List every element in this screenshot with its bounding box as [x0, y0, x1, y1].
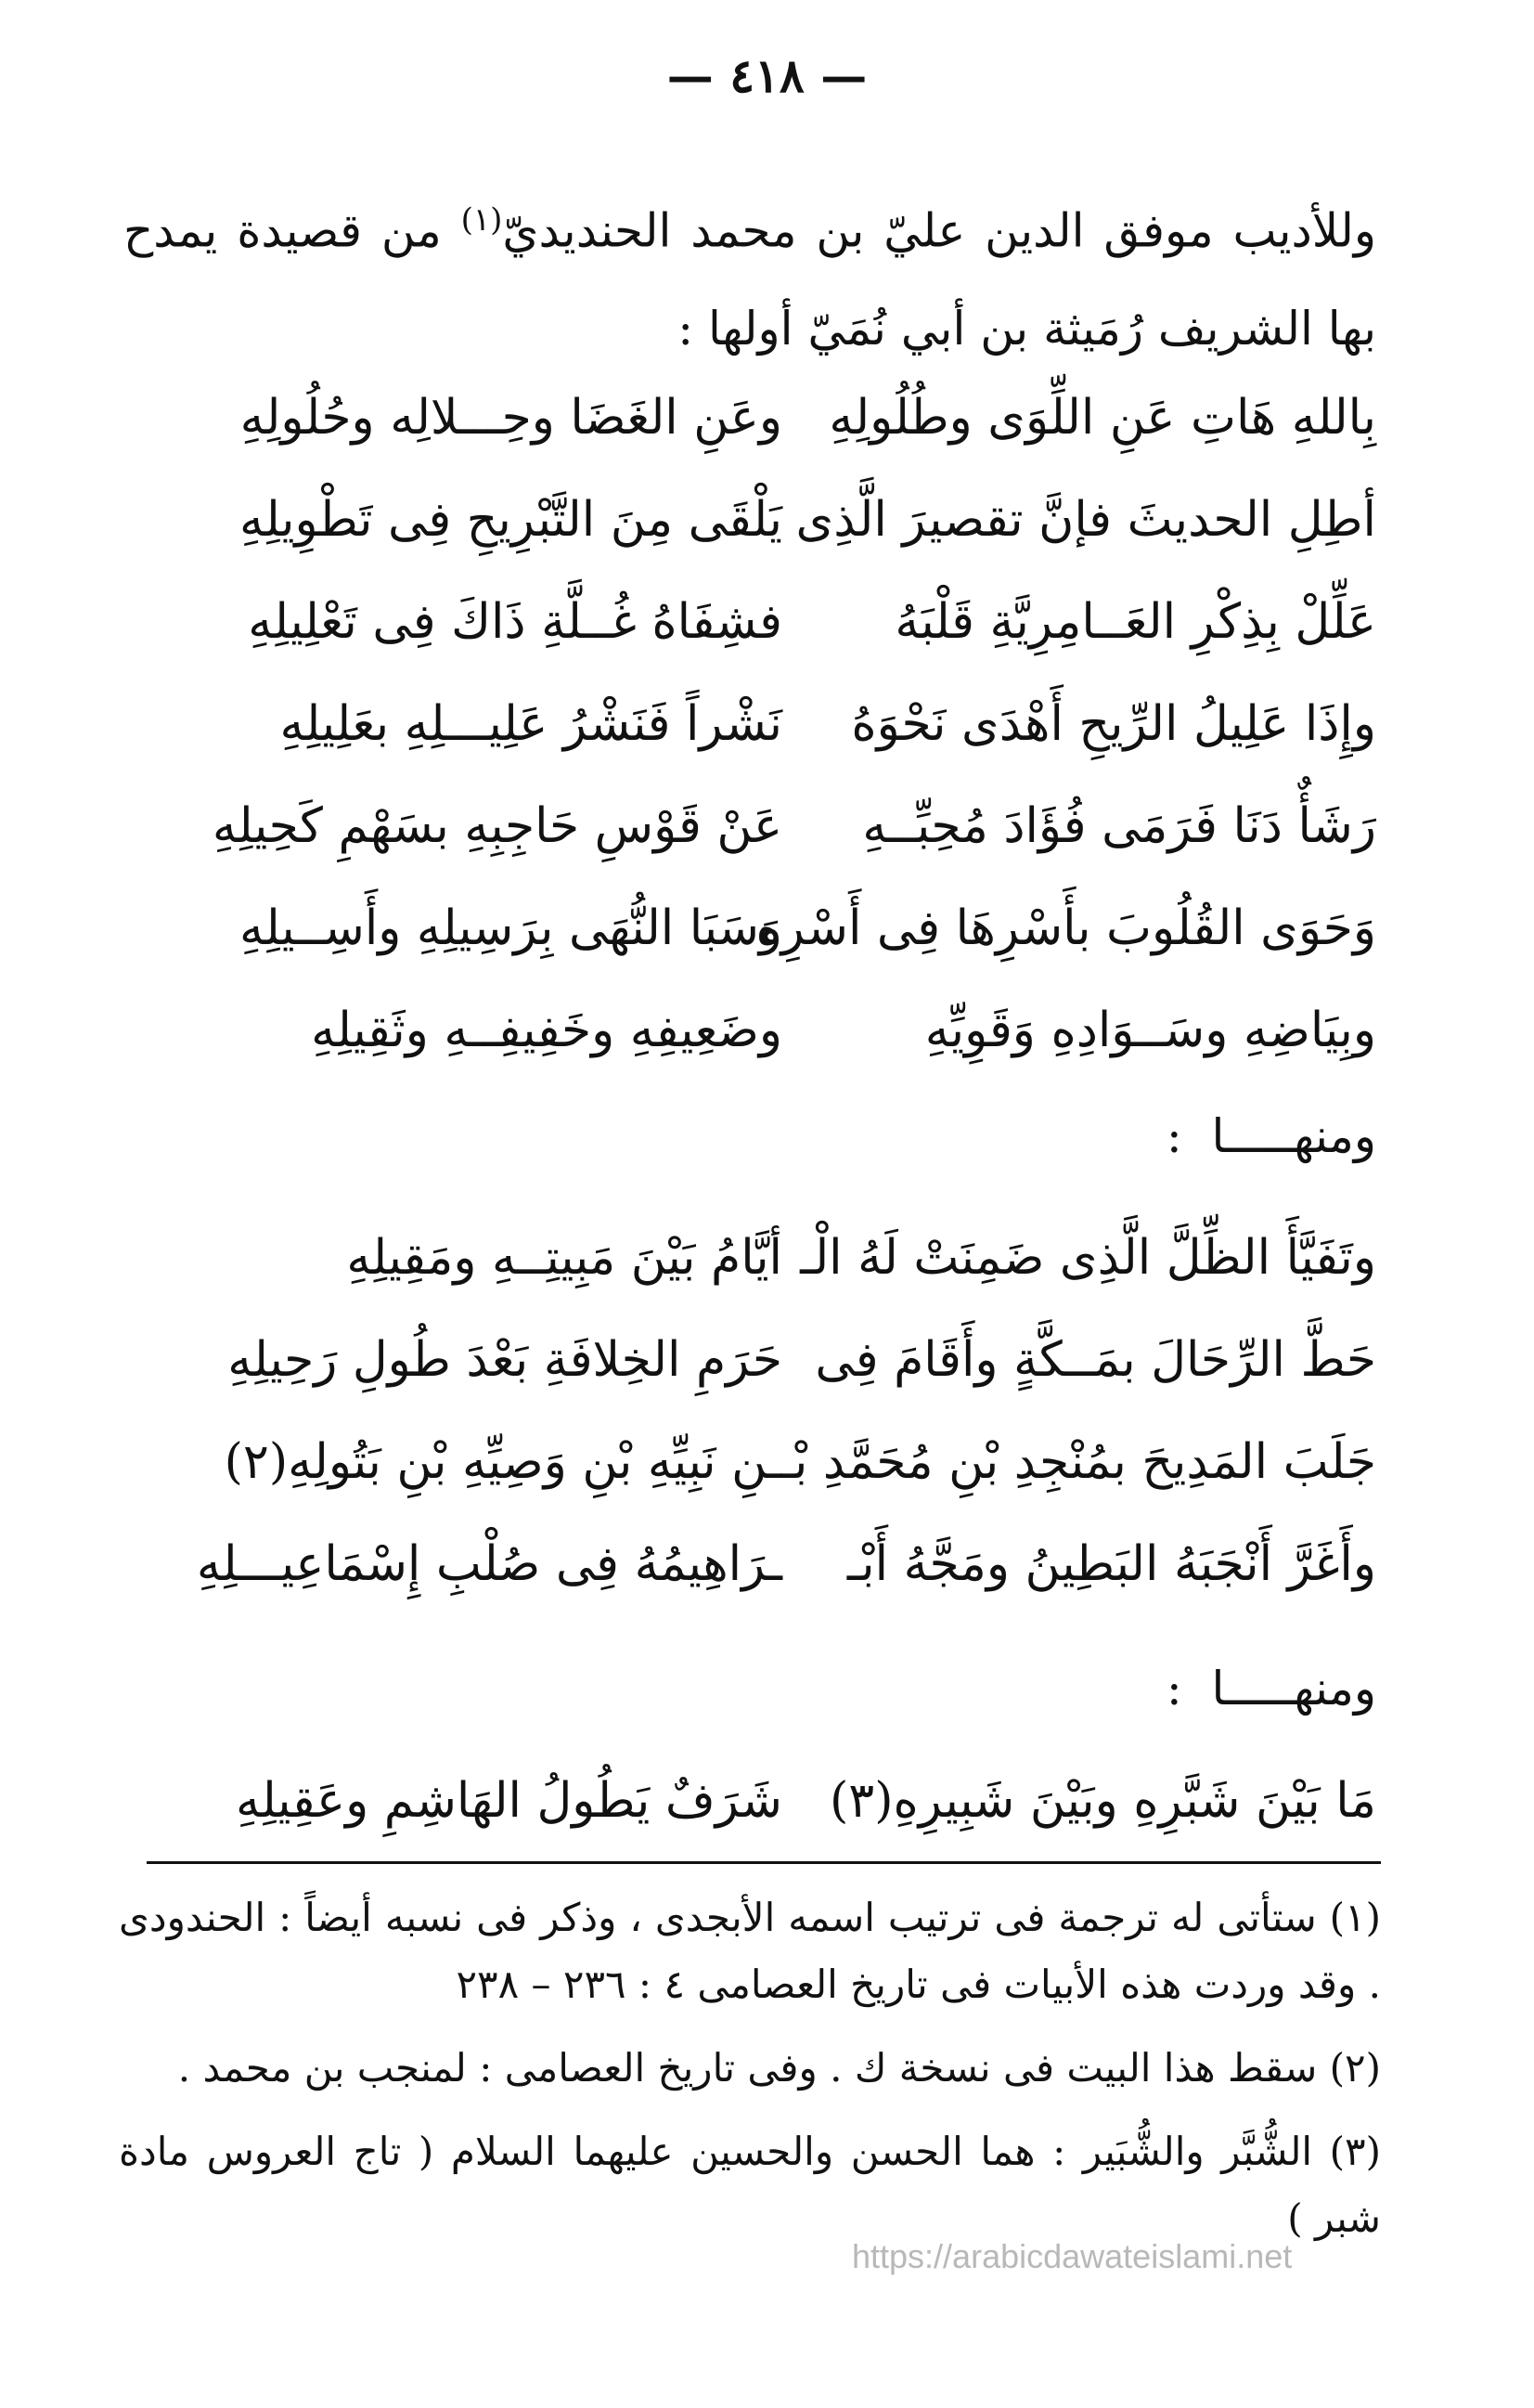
- verse-line: [207, 775, 1376, 877]
- verse-line: [207, 469, 1376, 571]
- footnote-1: (١) ستأتى له ترجمة فى ترتيب اسمه الأبجدى ، وذكر فى نسبه أيضاً : الحندودى . وقد وردت هذه الأبيات فى تاريخ العصامى ٤ : ٢٣٦ – ٢٣٨: [119, 1895, 1381, 2007]
- verse-line: [207, 1207, 1376, 1309]
- verse-second-hemistich: فشِفَاهُ غُــلَّةِ ذَاكَ فِى تَعْلِيلِهِ: [248, 594, 782, 650]
- verse-second-hemistich: أيَّامُ بَيْنَ مَبِيتِــهِ ومَقِيلِهِ: [346, 1230, 782, 1286]
- verse-first-hemistich: عَلِّلْ بِذِكْرِ العَــامِرِيَّةِ قَلْبَهُ: [895, 594, 1376, 650]
- watermark-url: https://arabicdawateislami.net: [852, 2237, 1293, 2275]
- verse-second-hemistich: نَشْراً فَنَشْرُ عَلِيـــلِهِ بعَلِيلِهِ: [279, 696, 782, 752]
- intro-paragraph: [123, 172, 1376, 378]
- verse-line: [207, 673, 1376, 775]
- verse-second-hemistich: حَرَمِ الخِلافَةِ بَعْدَ طُولِ رَحِيلِهِ: [227, 1332, 782, 1388]
- footnote-marker-1[interactable]: (١): [460, 201, 503, 239]
- verse-line: [207, 877, 1376, 979]
- poem-section-3: [207, 1750, 1376, 1852]
- footnote-2: (٢) سقط هذا البيت فى نسخة ك . وفى تاريخ العصامى : لمنجب بن محمد .: [177, 2045, 1381, 2091]
- verse-first-hemistich: بِاللهِ هَاتِ عَنِ اللِّوَى وطُلُولِهِ: [829, 390, 1376, 446]
- poem-section-2: [196, 1207, 1376, 1615]
- verse-line: [207, 1309, 1376, 1411]
- intro-text-after: من قصيدة يمدح بها الشريف رُمَيثة بن أبي نُمَيّ أولها :: [123, 203, 1376, 356]
- verse-second-hemistich: وضَعِيفِهِ وخَفِيفِــهِ وثَقِيلِهِ: [311, 1003, 782, 1058]
- verse-second-hemistich: شَرَفٌ يَطُولُ الهَاشِمِ وعَقِيلِهِ: [235, 1773, 782, 1829]
- verse-second-hemistich: يَلْقَى مِنَ التَّبْرِيحِ فِى تَطْوِيلِهِ: [238, 492, 782, 548]
- verse-second-hemistich: وَسَبَا النُّهَى بِرَسِيلِهِ وأَسِــيلِهِ: [239, 900, 782, 956]
- section-label-minha: ومنهـــــا :: [1166, 1109, 1376, 1163]
- verse-first-hemistich: وإِذَا عَلِيلُ الرِّيحِ أَهْدَى نَحْوَهُ: [851, 696, 1376, 752]
- section-label-minha: ومنهـــــا :: [1166, 1662, 1376, 1715]
- page-number: — ٤١٨ —: [666, 48, 868, 103]
- verse-second-hemistich: وعَنِ الغَضَا وحِـــلالِه وحُلُولِهِ: [239, 390, 782, 446]
- verse-first-hemistich: وبِيَاضِهِ وسَــوَادِهِ وَقَوِيِّهِ: [924, 1003, 1376, 1058]
- verse-second-hemistich: ـرَاهِيمُهُ فِى صُلْبِ إِسْمَاعِيـــلِهِ: [196, 1536, 782, 1592]
- verse-line: [207, 979, 1376, 1081]
- verse-first-hemistich: أطِلِ الحديثَ فإنَّ تقصيرَ الَّذِى: [795, 492, 1376, 548]
- footnote-3: (٣) الشُّبَّر والشُّبَير : هما الحسن والحسين عليهما السلام ( تاج العروس مادة شبر ): [119, 2129, 1381, 2241]
- footnote-divider: [147, 1861, 1381, 1864]
- verse-first-hemistich: وتَفَيَّأَ الظِّلَّ الَّذِى ضَمِنَتْ لَهُ الْـ: [800, 1230, 1376, 1286]
- verse-first-hemistich: مَا بَيْنَ شَبَّرِهِ وبَيْنَ شَبِيرِهِ(٣): [829, 1773, 1376, 1829]
- footnotes: [119, 1884, 1381, 2269]
- verse-first-hemistich: وأَغَرَّ أَنْجَبَهُ البَطِينُ ومَجَّهُ أَبْـ: [846, 1536, 1376, 1592]
- verse-first-hemistich: وَحَوَى القُلُوبَ بأَسْرِهَا فِى أَسْرِهِ: [755, 900, 1376, 956]
- verse-second-hemistich: عَنْ قَوْسِ حَاجِبِهِ بسَهْمِ كَحِيلِهِ: [212, 798, 782, 854]
- intro-text: وللأديب موفق الدين عليّ بن محمد الحنديديّ: [502, 203, 1376, 258]
- verse-line: [207, 1411, 1376, 1513]
- verse-first-hemistich: رَشَأٌ دَنَا فَرَمَى فُؤَادَ مُحِبِّــهِ: [862, 798, 1376, 854]
- verse-line: [207, 1750, 1376, 1852]
- verse-line: [207, 571, 1376, 673]
- verse-first-hemistich: جَلَبَ المَدِيحَ بمُنْجِدِ بْنِ مُحَمَّدِ بْـ: [780, 1434, 1376, 1490]
- verse-line: [196, 1513, 1376, 1615]
- verse-line: [207, 367, 1376, 469]
- verse-second-hemistich: ـنِ نَبِيِّهِ بْنِ وَصِيِّهِ بْنِ بَتُولِهِ(٢): [224, 1434, 782, 1490]
- poem-section-1: [207, 367, 1376, 1081]
- verse-first-hemistich: حَطَّ الرِّحَالَ بمَــكَّةٍ وأَقَامَ فِى: [815, 1332, 1376, 1388]
